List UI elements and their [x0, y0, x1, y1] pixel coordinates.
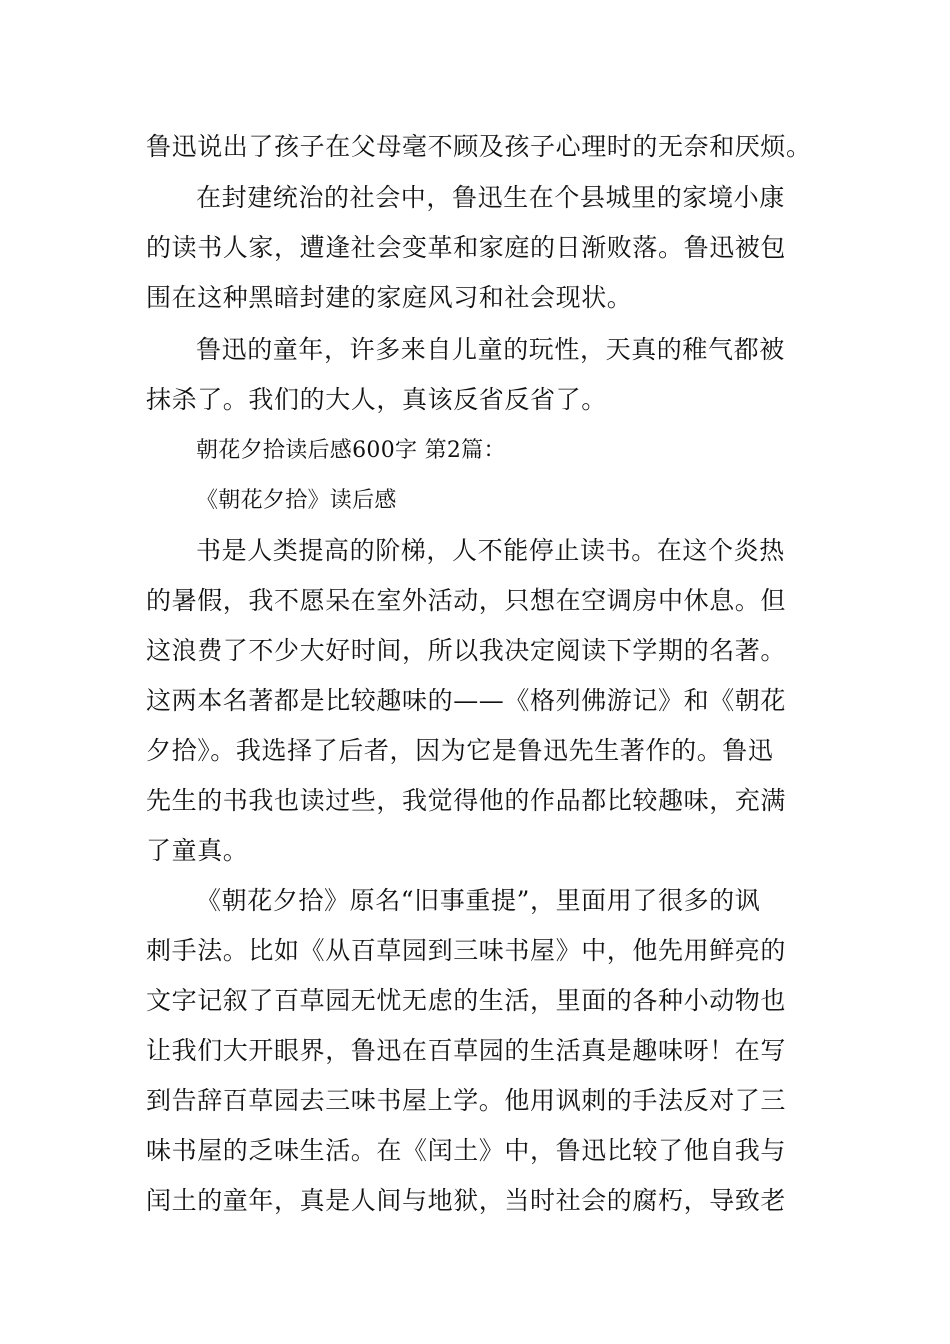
- text-line-20: 到告辞百草园去三味书屋上学。他用讽刺的手法反对了三: [146, 1086, 787, 1115]
- text-line-22: 闰土的童年，真是人间与地狱，当时社会的腐朽，导致老: [146, 1186, 787, 1215]
- text-line-16: 《朝花夕拾》原名“旧事重提”，里面用了很多的讽: [196, 886, 761, 915]
- text-line-13: 夕拾》。我选择了后者，因为它是鲁迅先生著作的。鲁迅: [146, 736, 774, 765]
- text-line-1: 鲁迅说出了孩子在父母毫不顾及孩子心理时的无奈和厌烦。: [146, 132, 812, 161]
- text-line-18: 文字记叙了百草园无忧无虑的生活，里面的各种小动物也: [146, 986, 787, 1015]
- section-heading: 朝花夕拾读后感600字 第2篇：: [196, 438, 506, 463]
- text-line-15: 了童真。: [146, 836, 249, 865]
- text-line-6: 抹杀了。我们的大人，真该反省反省了。: [146, 385, 607, 414]
- text-line-17: 刺手法。比如《从百草园到三味书屋》中，他先用鲜亮的: [146, 936, 787, 965]
- text-line-3: 的读书人家，遭逢社会变革和家庭的日渐败落。鲁迅被包: [146, 233, 787, 262]
- text-line-10: 的暑假，我不愿呆在室外活动，只想在空调房中休息。但: [146, 586, 787, 615]
- text-line-2: 在封建统治的社会中，鲁迅生在个县城里的家境小康: [196, 183, 785, 212]
- text-line-11: 这浪费了不少大好时间，所以我决定阅读下学期的名著。: [146, 636, 787, 665]
- text-line-21: 味书屋的乏味生活。在《闰土》中，鲁迅比较了他自我与: [146, 1136, 787, 1165]
- text-line-5: 鲁迅的童年，许多来自儿童的玩性，天真的稚气都被: [196, 335, 785, 364]
- article-title: 《朝花夕拾》读后感: [196, 488, 397, 513]
- text-line-12: 这两本名著都是比较趣味的——《格列佛游记》和《朝花: [146, 686, 787, 715]
- text-line-4: 围在这种黑暗封建的家庭风习和社会现状。: [146, 283, 633, 312]
- text-line-19: 让我们大开眼界，鲁迅在百草园的生活真是趣味呀！在写: [146, 1036, 787, 1065]
- text-line-14: 先生的书我也读过些，我觉得他的作品都比较趣味，充满: [146, 786, 787, 815]
- text-line-9: 书是人类提高的阶梯，人不能停止读书。在这个炎热: [196, 536, 785, 565]
